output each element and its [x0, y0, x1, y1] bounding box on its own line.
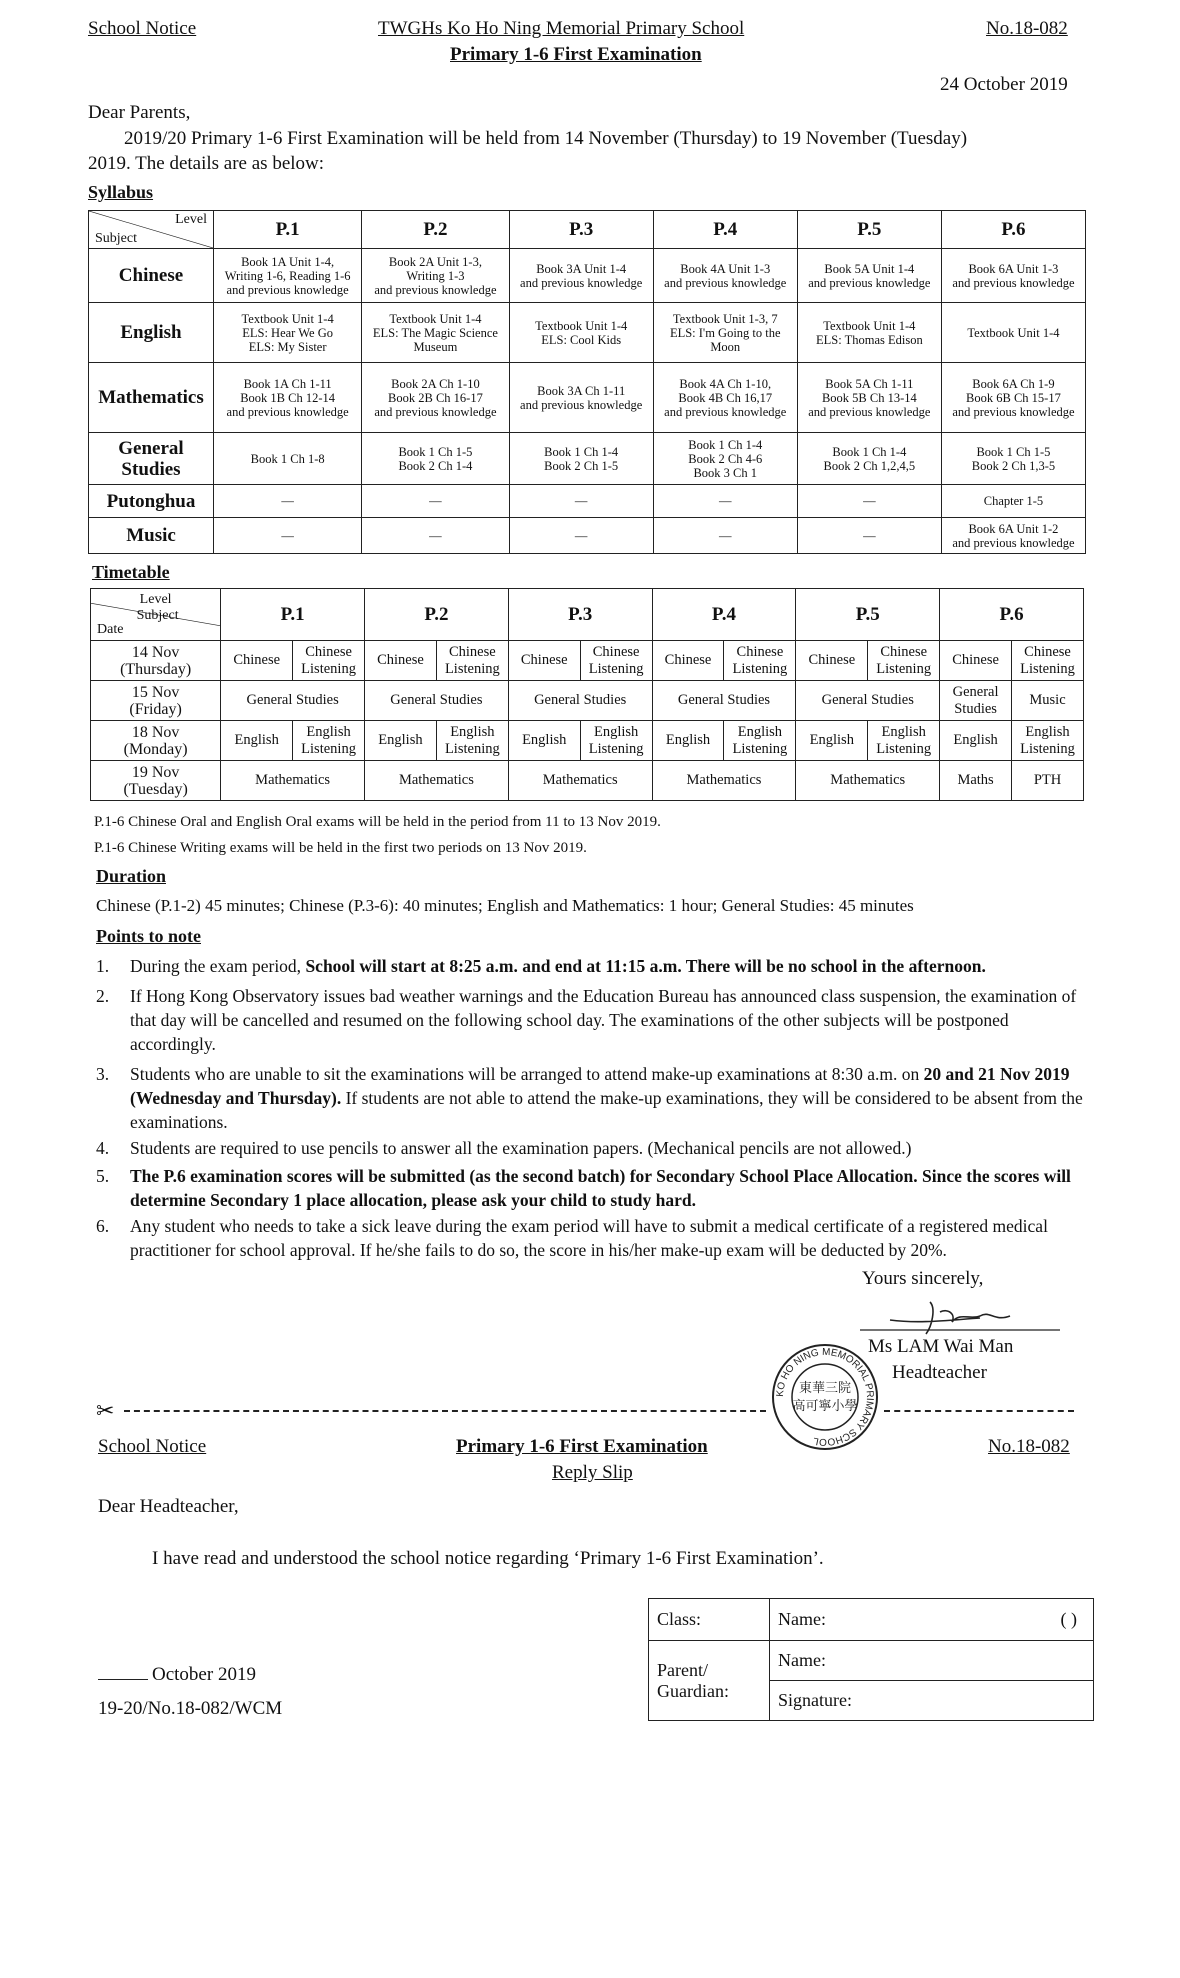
syllabus-cell: —	[797, 485, 941, 518]
notice-title: Primary 1-6 First Examination	[450, 44, 702, 65]
signature-field[interactable]	[770, 1681, 1094, 1721]
school-seal-icon	[770, 1342, 880, 1452]
level-p4: P.4	[653, 211, 797, 249]
syllabus-cell: Textbook Unit 1-4 ELS: Cool Kids	[509, 303, 653, 363]
reply-salutation: Dear Headteacher,	[98, 1496, 239, 1517]
level-p3: P.3	[509, 211, 653, 249]
writing-note: P.1-6 Chinese Writing exams will be held in the first two periods on 13 Nov 2019.	[94, 840, 587, 856]
syllabus-cell: Book 1A Unit 1-4, Writing 1-6, Reading 1-6 and previous knowledge	[214, 249, 362, 303]
syllabus-cell: Book 1 Ch 1-4 Book 2 Ch 4-6 Book 3 Ch 1	[653, 433, 797, 485]
class-name-field[interactable]	[770, 1599, 1094, 1641]
syllabus-cell: Book 6A Unit 1-2 and previous knowledge	[941, 518, 1085, 554]
timetable-heading: Timetable	[92, 562, 170, 582]
exam-date: 15 Nov (Friday)	[91, 681, 221, 721]
svg-text:東華三院: 東華三院	[798, 1381, 852, 1396]
tt-level-p1: P.1	[221, 589, 365, 641]
tt-level-p4: P.4	[652, 589, 796, 641]
syllabus-cell: Textbook Unit 1-3, 7 ELS: I'm Going to the Moon	[653, 303, 797, 363]
signature-label: Signature:	[778, 1690, 852, 1710]
point-text: The P.6 examination scores will be submitted (as the second batch) for Secondary School Place Allocation. Since the scores will determine Secondary 1 place allocation, please ask your child to study hard.	[130, 1166, 1071, 1210]
point-text: Students who are unable to sit the examinations will be arranged to attend make-up examinations at 8:30 a.m. on	[130, 1064, 924, 1084]
syllabus-corner	[89, 211, 214, 249]
signature-image	[860, 1290, 1070, 1338]
tt-level-p3: P.3	[508, 589, 652, 641]
oral-note: P.1-6 Chinese Oral and English Oral exams will be held in the period from 11 to 13 Nov 2019.	[94, 814, 661, 830]
exam-cell: General Studies	[508, 681, 652, 721]
syllabus-cell: Book 2A Unit 1-3, Writing 1-3 and previous knowledge	[362, 249, 509, 303]
reply-reference: 19-20/No.18-082/WCM	[98, 1698, 283, 1719]
duration-text: Chinese (P.1-2) 45 minutes; Chinese (P.3-6): 40 minutes; English and Mathematics: 1 hour; General Studies: 45 minutes	[96, 896, 914, 915]
exam-cell: English	[365, 721, 437, 761]
exam-cell: Chinese	[796, 641, 868, 681]
tt-corner-date: Date	[97, 622, 124, 637]
headteacher-name: Ms LAM Wai Man	[868, 1336, 1014, 1357]
point-emphasis: School will start at 8:25 a.m. and end at 11:15 a.m. There will be no school in the afternoon.	[305, 956, 986, 976]
syllabus-cell: Book 2A Ch 1-10 Book 2B Ch 16-17 and previous knowledge	[362, 363, 509, 433]
syllabus-cell: —	[509, 485, 653, 518]
point-text: Any student who needs to take a sick leave during the exam period will have to submit a medical certificate of a registered medical practitioner for school approval. If he/she fails to do so, the score in his/her make-up exam will be deducted by 20%.	[130, 1216, 1048, 1260]
intro-line-1: 2019/20 Primary 1-6 First Examination will be held from 14 November (Thursday) to 19 November (Tuesday)	[124, 128, 968, 149]
reply-title: Primary 1-6 First Examination	[456, 1436, 708, 1457]
level-p5: P.5	[797, 211, 941, 249]
subject-music: Music	[89, 518, 214, 554]
exam-date: 18 Nov (Monday)	[91, 721, 221, 761]
duration-heading: Duration	[96, 866, 167, 886]
syllabus-cell: Book 1 Ch 1-5 Book 2 Ch 1-4	[362, 433, 509, 485]
syllabus-cell: —	[214, 518, 362, 554]
syllabus-cell: Book 1 Ch 1-4 Book 2 Ch 1-5	[509, 433, 653, 485]
closing: Yours sincerely,	[862, 1268, 984, 1289]
syllabus-cell: Textbook Unit 1-4	[941, 303, 1085, 363]
point-number: 4.	[96, 1138, 110, 1158]
scissors-icon: ✂	[96, 1398, 118, 1423]
syllabus-cell: Book 4A Unit 1-3 and previous knowledge	[653, 249, 797, 303]
name-label: Name:	[778, 1609, 826, 1629]
exam-cell: Chinese Listening	[724, 641, 796, 681]
syllabus-cell: Book 1A Ch 1-11 Book 1B Ch 12-14 and previous knowledge	[214, 363, 362, 433]
point-4	[96, 1136, 1096, 1160]
cut-line	[124, 1410, 766, 1412]
point-number: 3.	[96, 1064, 110, 1084]
date-blank[interactable]	[98, 1679, 148, 1680]
exam-date: 19 Nov (Tuesday)	[91, 761, 221, 801]
level-p6: P.6	[941, 211, 1085, 249]
point-number: 5.	[96, 1166, 110, 1186]
exam-cell: Mathematics	[796, 761, 940, 801]
exam-cell: General Studies	[365, 681, 509, 721]
subject-mathematics: Mathematics	[89, 363, 214, 433]
syllabus-cell: —	[509, 518, 653, 554]
timetable-row	[91, 641, 1084, 681]
exam-date: 14 Nov (Thursday)	[91, 641, 221, 681]
point-number: 6.	[96, 1216, 110, 1236]
exam-cell: English Listening	[293, 721, 365, 761]
syllabus-cell: Book 5A Unit 1-4 and previous knowledge	[797, 249, 941, 303]
timetable-row	[91, 681, 1084, 721]
exam-cell: Chinese Listening	[436, 641, 508, 681]
point-2	[96, 984, 1096, 1056]
exam-cell: English Listening	[580, 721, 652, 761]
timetable-row	[91, 761, 1084, 801]
exam-cell: English Listening	[868, 721, 940, 761]
reply-date	[98, 1662, 256, 1687]
exam-cell: Chinese	[508, 641, 580, 681]
syllabus-cell: Book 1 Ch 1-4 Book 2 Ch 1,2,4,5	[797, 433, 941, 485]
point-text: During the exam period,	[130, 956, 306, 976]
class-number-field: ( )	[1060, 1609, 1077, 1629]
syllabus-cell: Book 3A Unit 1-4 and previous knowledge	[509, 249, 653, 303]
subject-putonghua: Putonghua	[89, 485, 214, 518]
exam-cell: Chinese	[365, 641, 437, 681]
syllabus-row-chinese	[89, 249, 1086, 303]
exam-cell: Mathematics	[365, 761, 509, 801]
reply-number: No.18-082	[988, 1436, 1070, 1457]
syllabus-cell: Book 1 Ch 1-8	[214, 433, 362, 485]
point-6	[96, 1214, 1096, 1262]
point-1	[96, 954, 1096, 978]
guardian-name-field[interactable]	[770, 1641, 1094, 1681]
notice-label: School Notice	[88, 18, 197, 39]
exam-cell: English	[508, 721, 580, 761]
syllabus-cell: Textbook Unit 1-4 ELS: Thomas Edison	[797, 303, 941, 363]
point-number: 2.	[96, 986, 110, 1006]
seal-text: KO HO NING MEMORIAL PRIMARY SCHOOL	[774, 1346, 876, 1448]
headteacher-role: Headteacher	[892, 1362, 987, 1383]
syllabus-cell: —	[362, 485, 509, 518]
svg-text:高可寧小學: 高可寧小學	[792, 1399, 858, 1414]
exam-cell: Maths	[940, 761, 1012, 801]
syllabus-cell: Book 3A Ch 1-11 and previous knowledge	[509, 363, 653, 433]
syllabus-cell: —	[653, 518, 797, 554]
corner-level: Level	[175, 212, 207, 227]
exam-cell: Mathematics	[652, 761, 796, 801]
syllabus-cell: —	[653, 485, 797, 518]
point-number: 1.	[96, 956, 110, 976]
exam-cell: Chinese Listening	[293, 641, 365, 681]
exam-cell: Chinese Listening	[580, 641, 652, 681]
syllabus-cell: —	[797, 518, 941, 554]
exam-cell: Music	[1012, 681, 1084, 721]
exam-cell: Chinese	[221, 641, 293, 681]
subject-general-studies: General Studies	[89, 433, 214, 485]
subject-english: English	[89, 303, 214, 363]
point-text: If students are not able to attend the make-up examinations, they will be considered to be absent from the examinations.	[130, 1088, 1083, 1132]
notice-number: No.18-082	[986, 18, 1068, 39]
cut-line	[884, 1410, 1074, 1412]
school-name: TWGHs Ko Ho Ning Memorial Primary School	[378, 18, 745, 39]
intro-line-2: 2019. The details are as below:	[88, 153, 325, 174]
tt-corner-level: Level	[139, 592, 172, 607]
exam-cell: English Listening	[436, 721, 508, 761]
reply-subtitle: Reply Slip	[552, 1462, 633, 1483]
syllabus-cell: Textbook Unit 1-4 ELS: The Magic Science Museum	[362, 303, 509, 363]
points-heading: Points to note	[96, 926, 201, 946]
exam-cell: English	[221, 721, 293, 761]
exam-cell: Chinese Listening	[868, 641, 940, 681]
tt-level-p5: P.5	[796, 589, 940, 641]
point-text: Students are required to use pencils to answer all the examination papers. (Mechanical pencils are not allowed.)	[130, 1138, 912, 1158]
exam-cell: Chinese Listening	[1012, 641, 1084, 681]
corner-subject: Subject	[95, 231, 137, 246]
exam-cell: Chinese	[652, 641, 724, 681]
syllabus-cell: Book 6A Unit 1-3 and previous knowledge	[941, 249, 1085, 303]
notice-date: 24 October 2019	[940, 74, 1068, 95]
syllabus-row-music	[89, 518, 1086, 554]
class-label: Class:	[649, 1599, 770, 1641]
guardian-label: Parent/ Guardian:	[649, 1641, 770, 1721]
syllabus-row-general-studies	[89, 433, 1086, 485]
level-p1: P.1	[214, 211, 362, 249]
exam-cell: English Listening	[724, 721, 796, 761]
syllabus-table	[88, 210, 1086, 554]
syllabus-row-english	[89, 303, 1086, 363]
exam-cell: General Studies	[796, 681, 940, 721]
reply-notice-label: School Notice	[98, 1436, 207, 1457]
exam-cell: General Studies	[221, 681, 365, 721]
level-p2: P.2	[362, 211, 509, 249]
syllabus-cell: Textbook Unit 1-4 ELS: Hear We Go ELS: My Sister	[214, 303, 362, 363]
point-3	[96, 1062, 1096, 1134]
tt-level-p6: P.6	[940, 589, 1084, 641]
syllabus-row-mathematics	[89, 363, 1086, 433]
syllabus-row-putonghua	[89, 485, 1086, 518]
salutation: Dear Parents,	[88, 102, 191, 123]
exam-cell: PTH	[1012, 761, 1084, 801]
reply-date-text: October 2019	[152, 1664, 256, 1685]
exam-cell: English	[796, 721, 868, 761]
point-emphasis: 20 and 21 Nov 2019 (Wednesday and Thursday).	[130, 1064, 1070, 1108]
syllabus-cell: Book 5A Ch 1-11 Book 5B Ch 13-14 and previous knowledge	[797, 363, 941, 433]
tt-level-p2: P.2	[365, 589, 509, 641]
exam-cell: English	[652, 721, 724, 761]
exam-cell: English	[940, 721, 1012, 761]
syllabus-heading: Syllabus	[88, 182, 154, 202]
exam-cell: General Studies	[652, 681, 796, 721]
timetable-table	[90, 588, 1084, 801]
reply-form	[648, 1598, 1094, 1721]
exam-cell: English Listening	[1012, 721, 1084, 761]
syllabus-cell: Book 1 Ch 1-5 Book 2 Ch 1,3-5	[941, 433, 1085, 485]
syllabus-cell: Chapter 1-5	[941, 485, 1085, 518]
exam-cell: Mathematics	[508, 761, 652, 801]
syllabus-cell: —	[214, 485, 362, 518]
exam-cell: General Studies	[940, 681, 1012, 721]
syllabus-cell: Book 6A Ch 1-9 Book 6B Ch 15-17 and previous knowledge	[941, 363, 1085, 433]
guardian-name-label: Name:	[778, 1650, 826, 1670]
syllabus-cell: Book 4A Ch 1-10, Book 4B Ch 16,17 and previous knowledge	[653, 363, 797, 433]
exam-cell: Chinese	[940, 641, 1012, 681]
timetable-corner	[91, 589, 221, 641]
point-5	[96, 1164, 1096, 1212]
reply-body: I have read and understood the school notice regarding ‘Primary 1-6 First Examination’.	[152, 1548, 824, 1569]
point-text: If Hong Kong Observatory issues bad weather warnings and the Education Bureau has announced class suspension, the examination of that day will be cancelled and resumed on the following school day. The examinations of the other subjects will be postponed accordingly.	[130, 986, 1077, 1054]
timetable-row	[91, 721, 1084, 761]
subject-chinese: Chinese	[89, 249, 214, 303]
exam-cell: Mathematics	[221, 761, 365, 801]
tt-corner-subject: Subject	[136, 608, 179, 623]
syllabus-cell: —	[362, 518, 509, 554]
